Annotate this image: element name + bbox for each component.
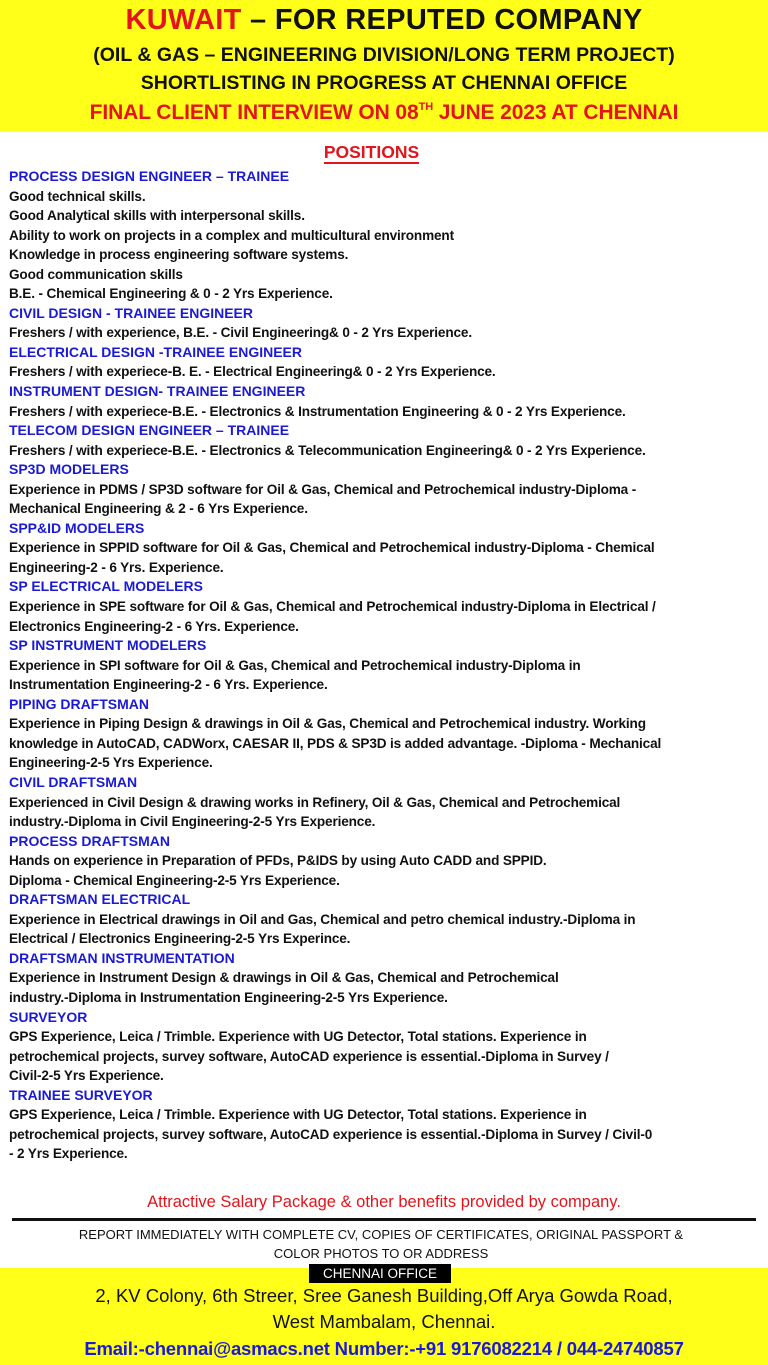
position-title: DRAFTSMAN ELECTRICAL — [9, 891, 191, 908]
position-block — [9, 949, 768, 1008]
position-description: industry.-Diploma in Instrumentation Engineering-2-5 Yrs Experience. — [9, 989, 448, 1005]
position-description: Freshers / with experiece-B. E. - Electrical Engineering& 0 - 2 Yrs Experience. — [9, 364, 496, 380]
position-title: TELECOM DESIGN ENGINEER – TRAINEE — [9, 422, 290, 439]
position-description: industry.-Diploma in Civil Engineering-2-5 Yrs Experience. — [9, 814, 376, 830]
position-title: CIVIL DESIGN - TRAINEE ENGINEER — [9, 304, 253, 321]
position-description: Experience in PDMS / SP3D software for Oil & Gas, Chemical and Petrochemical industry-Diploma - — [9, 481, 637, 497]
positions-list — [9, 167, 768, 1164]
position-description: Experience in Instrument Design & drawings in Oil & Gas, Chemical and Petrochemical — [9, 970, 559, 986]
position-description: Experience in SPI software for Oil & Gas, Chemical and Petrochemical industry-Diploma in — [9, 657, 581, 673]
position-description: Hands on experience in Preparation of PFDs, P&IDS by using Auto CADD and SPPID. — [9, 853, 547, 869]
divider — [12, 1218, 756, 1221]
position-description: Electrical / Electronics Engineering-2-5 Yrs Experince. — [9, 931, 351, 947]
subtitle: (OIL & GAS – ENGINEERING DIVISION/LONG TERM PROJECT) — [93, 44, 675, 66]
position-description: Freshers / with experiece-B.E. - Electronics & Instrumentation Engineering & 0 - 2 Yrs Experience. — [9, 403, 626, 419]
salary-note: Attractive Salary Package & other benefits provided by company. — [147, 1193, 621, 1211]
position-title: SP3D MODELERS — [9, 461, 129, 478]
position-description: Experienced in Civil Design & drawing works in Refinery, Oil & Gas, Chemical and Petrochemical — [9, 794, 621, 810]
position-description: Mechanical Engineering & 2 - 6 Yrs Experience. — [9, 501, 308, 517]
position-description: GPS Experience, Leica / Trimble. Experience with UG Detector, Total stations. Experience in — [9, 1029, 587, 1045]
position-description: Engineering-2 - 6 Yrs. Experience. — [9, 559, 224, 575]
position-block — [9, 382, 768, 421]
positions-heading — [0, 142, 743, 163]
shortlisting-note: SHORTLISTING IN PROGRESS AT CHENNAI OFFICE — [140, 72, 628, 94]
headline-country: KUWAIT — [125, 4, 242, 36]
position-description: Electronics Engineering-2 - 6 Yrs. Experience. — [9, 618, 299, 634]
position-description: Civil-2-5 Yrs Experience. — [9, 1068, 164, 1084]
position-title: TRAINEE SURVEYOR — [9, 1086, 153, 1103]
address-line-1: 2, KV Colony, 6th Streer, Sree Ganesh Building,Off Arya Gowda Road, — [95, 1285, 673, 1306]
position-block — [9, 1008, 768, 1086]
position-description: Good communication skills — [9, 266, 183, 282]
position-title: SPP&ID MODELERS — [9, 519, 145, 536]
position-description: - 2 Yrs Experience. — [9, 1146, 128, 1162]
position-block — [9, 1086, 768, 1164]
position-title: PIPING DRAFTSMAN — [9, 695, 149, 712]
position-block — [9, 773, 768, 832]
position-title: SP INSTRUMENT MODELERS — [9, 637, 207, 654]
position-block — [9, 167, 768, 304]
position-block — [9, 304, 768, 343]
position-block — [9, 421, 768, 460]
position-description: Experience in Piping Design & drawings in Oil & Gas, Chemical and Petrochemical industry. Working — [9, 716, 646, 732]
position-block — [9, 460, 768, 519]
report-instructions — [0, 1225, 762, 1263]
position-title: PROCESS DRAFTSMAN — [9, 832, 171, 849]
position-description: Experience in SPE software for Oil & Gas, Chemical and Petrochemical industry-Diploma in Electrical / — [9, 599, 656, 615]
address-line-2: West Mambalam, Chennai. — [272, 1311, 496, 1332]
interview-suffix: JUNE 2023 AT CHENNAI — [433, 101, 679, 124]
position-description: Diploma - Chemical Engineering-2-5 Yrs Experience. — [9, 872, 340, 888]
position-description: Experience in Electrical drawings in Oil and Gas, Chemical and petro chemical industry.-Diploma in — [9, 911, 636, 927]
position-block — [9, 577, 768, 636]
position-title: INSTRUMENT DESIGN- TRAINEE ENGINEER — [9, 383, 306, 400]
position-description: knowledge in AutoCAD, CADWorx, CAESAR II, PDS & SP3D is added advantage. -Diploma - Mechanical — [9, 735, 662, 751]
headline-rest: – FOR REPUTED COMPANY — [241, 4, 643, 36]
position-title: PROCESS DESIGN ENGINEER – TRAINEE — [9, 168, 290, 184]
contact-info: Email:-chennai@asmacs.net Number:-+91 9176082214 / 044-24740857 — [84, 1338, 684, 1359]
position-title: DRAFTSMAN INSTRUMENTATION — [9, 949, 235, 966]
position-title: SURVEYOR — [9, 1008, 88, 1025]
interview-prefix: FINAL CLIENT INTERVIEW ON 08 — [89, 101, 419, 124]
report-line-1: REPORT IMMEDIATELY WITH COMPLETE CV, COPIES OF CERTIFICATES, ORIGINAL PASSPORT & — [78, 1227, 684, 1242]
position-title: ELECTRICAL DESIGN -TRAINEE ENGINEER — [9, 343, 302, 360]
position-description: Instrumentation Engineering-2 - 6 Yrs. Experience. — [9, 677, 328, 693]
position-description: petrochemical projects, survey software, AutoCAD experience is essential.-Diploma in Survey / Civil-0 — [9, 1126, 653, 1142]
position-block — [9, 832, 768, 891]
office-badge: CHENNAI OFFICE — [309, 1264, 451, 1283]
position-description: Engineering-2-5 Yrs Experience. — [9, 755, 213, 771]
position-block — [9, 695, 768, 773]
positions-heading-text: POSITIONS — [323, 142, 420, 162]
interview-sup: TH — [418, 101, 434, 113]
interview-date — [0, 101, 768, 125]
position-description: Good Analytical skills with interpersonal skills. — [9, 208, 305, 224]
position-block — [9, 636, 768, 695]
position-block — [9, 890, 768, 949]
position-description: Experience in SPPID software for Oil & Gas, Chemical and Petrochemical industry-Diploma - Chemical — [9, 540, 655, 556]
header-banner — [0, 0, 768, 131]
position-description: Knowledge in process engineering software systems. — [9, 247, 349, 263]
position-block — [9, 343, 768, 382]
position-description: GPS Experience, Leica / Trimble. Experience with UG Detector, Total stations. Experience in — [9, 1107, 587, 1123]
position-description: Freshers / with experience, B.E. - Civil Engineering& 0 - 2 Yrs Experience. — [9, 325, 472, 341]
position-block — [9, 519, 768, 578]
position-title: CIVIL DRAFTSMAN — [9, 773, 138, 790]
position-title: SP ELECTRICAL MODELERS — [9, 578, 203, 595]
report-line-2: COLOR PHOTOS TO OR ADDRESS — [273, 1246, 489, 1261]
position-description: Ability to work on projects in a complex and multicultural environment — [9, 227, 454, 243]
position-description: Good technical skills. — [9, 188, 146, 204]
headline — [0, 4, 768, 37]
position-description: B.E. - Chemical Engineering & 0 - 2 Yrs Experience. — [9, 286, 333, 302]
position-description: Freshers / with experiece-B.E. - Electronics & Telecommunication Engineering& 0 - 2 Yrs Experience. — [9, 442, 646, 458]
position-description: petrochemical projects, survey software, AutoCAD experience is essential.-Diploma in Survey / — [9, 1048, 609, 1064]
